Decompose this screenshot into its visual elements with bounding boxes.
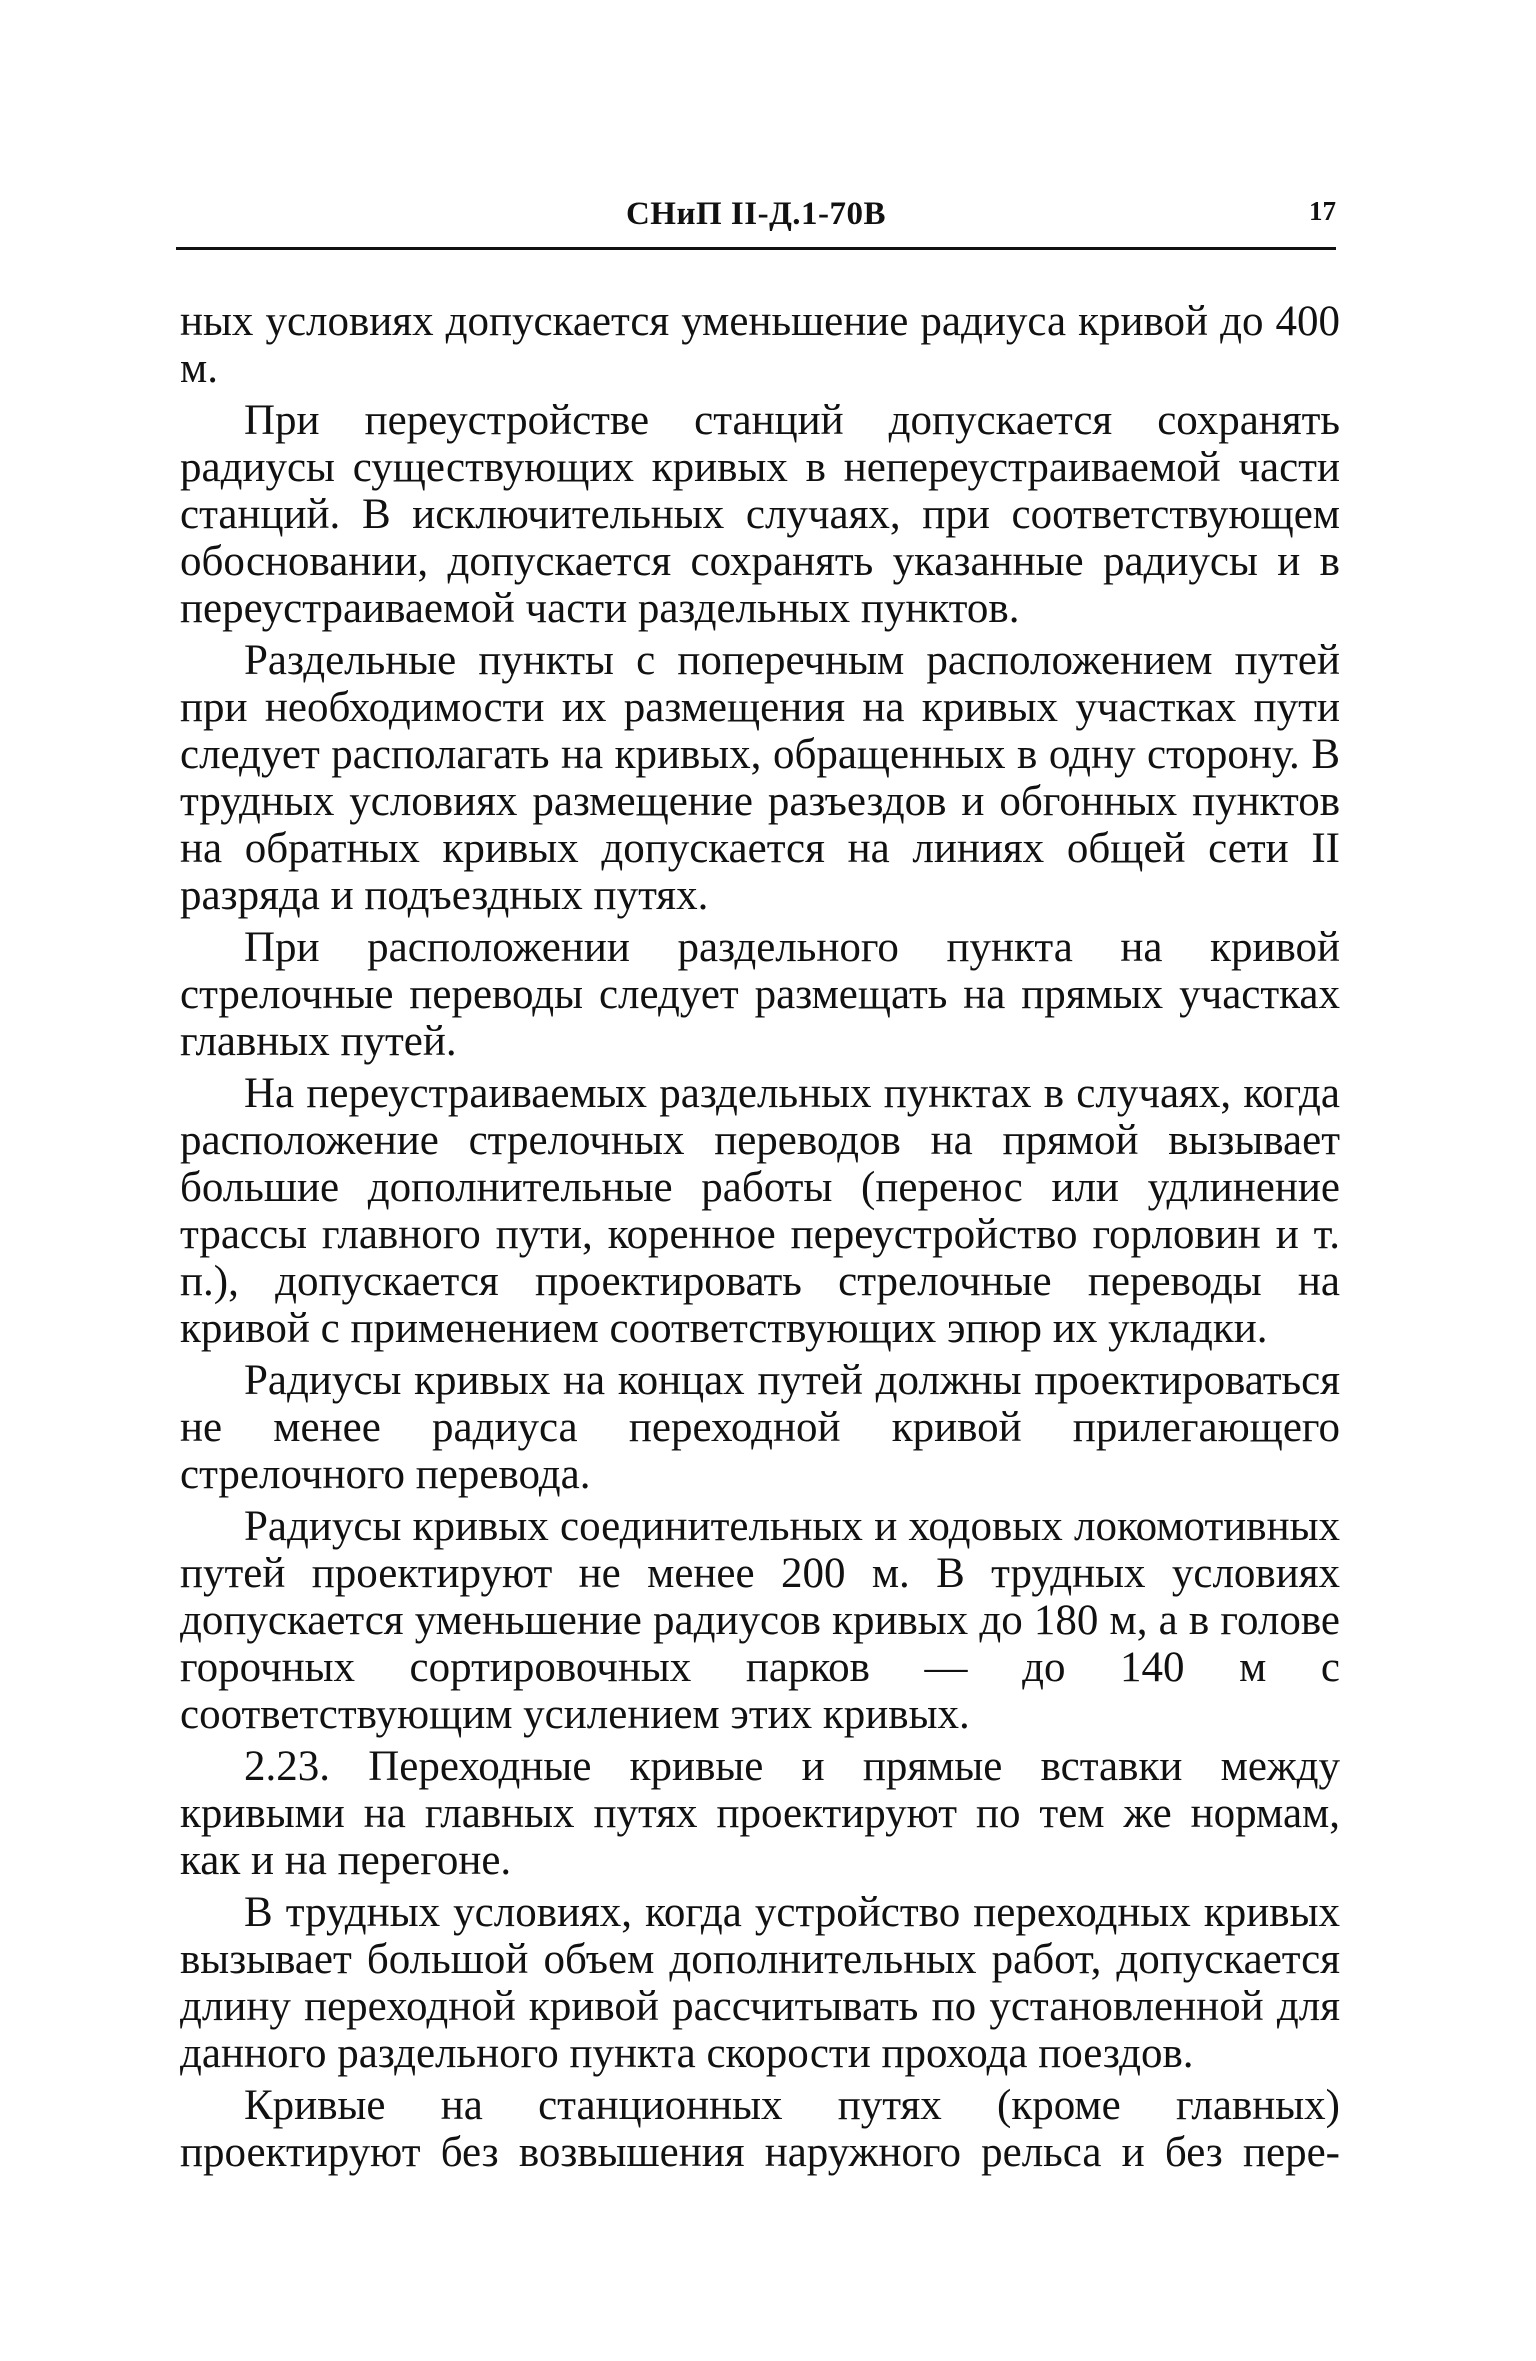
body-text: [180, 298, 1340, 2181]
document-code: СНиП II-Д.1-70В: [625, 196, 887, 232]
header-rule: [176, 247, 1336, 250]
section-paragraph-2-23: 2.23. Переходные кривые и прямые вставки между кривыми на главных путях проектируют по тем же нормам, как и на перегоне.: [180, 1743, 1340, 1884]
paragraph: Кривые на станционных путях (кроме главных) проектируют без возвышения наружного рельса и без пере-: [180, 2082, 1340, 2176]
running-head: [176, 196, 1336, 244]
paragraph: ных условиях допускается уменьшение радиуса кривой до 400 м.: [180, 298, 1340, 392]
paragraph: При переустройстве станций допускается сохранять радиусы существующих кривых в непереустраиваемой части станций. В исключительных случаях, при соответствующем обосновании, допускается сохранять указанные радиусы и в переустраиваемой части раздельных пунктов.: [180, 397, 1340, 632]
paragraph: Радиусы кривых на концах путей должны проектироваться не менее радиуса переходной кривой прилегающего стрелочного перевода.: [180, 1357, 1340, 1498]
page-number: 17: [1309, 196, 1336, 226]
paragraph: В трудных условиях, когда устройство переходных кривых вызывает большой объем дополнительных работ, допускается длину переходной кривой рассчитывать по установленной для данного раздельного пункта скорости прохода поездов.: [180, 1889, 1340, 2077]
paragraph: Раздельные пункты с поперечным расположением путей при необходимости их размещения на кривых участках пути следует располагать на кривых, обращенных в одну сторону. В трудных условиях размещение разъездов и обгонных пунктов на обратных кривых допускается на линиях общей сети II разряда и подъездных путях.: [180, 637, 1340, 919]
paragraph: Радиусы кривых соединительных и ходовых локомотивных путей проектируют не менее 200 м. В трудных условиях допускается уменьшение радиусов кривых до 180 м, а в голове горочных сортировочных парков — до 140 м с соответствующим усилением этих кривых.: [180, 1503, 1340, 1738]
paragraph: На переустраиваемых раздельных пунктах в случаях, когда расположение стрелочных переводов на прямой вызывает большие дополнительные работы (перенос или удлинение трассы главного пути, коренное переустройство горловин и т. п.), допускается проектировать стрелочные переводы на кривой с применением соответствующих эпюр их укладки.: [180, 1070, 1340, 1352]
paragraph: При расположении раздельного пункта на кривой стрелочные переводы следует размещать на прямых участках главных путей.: [180, 924, 1340, 1065]
